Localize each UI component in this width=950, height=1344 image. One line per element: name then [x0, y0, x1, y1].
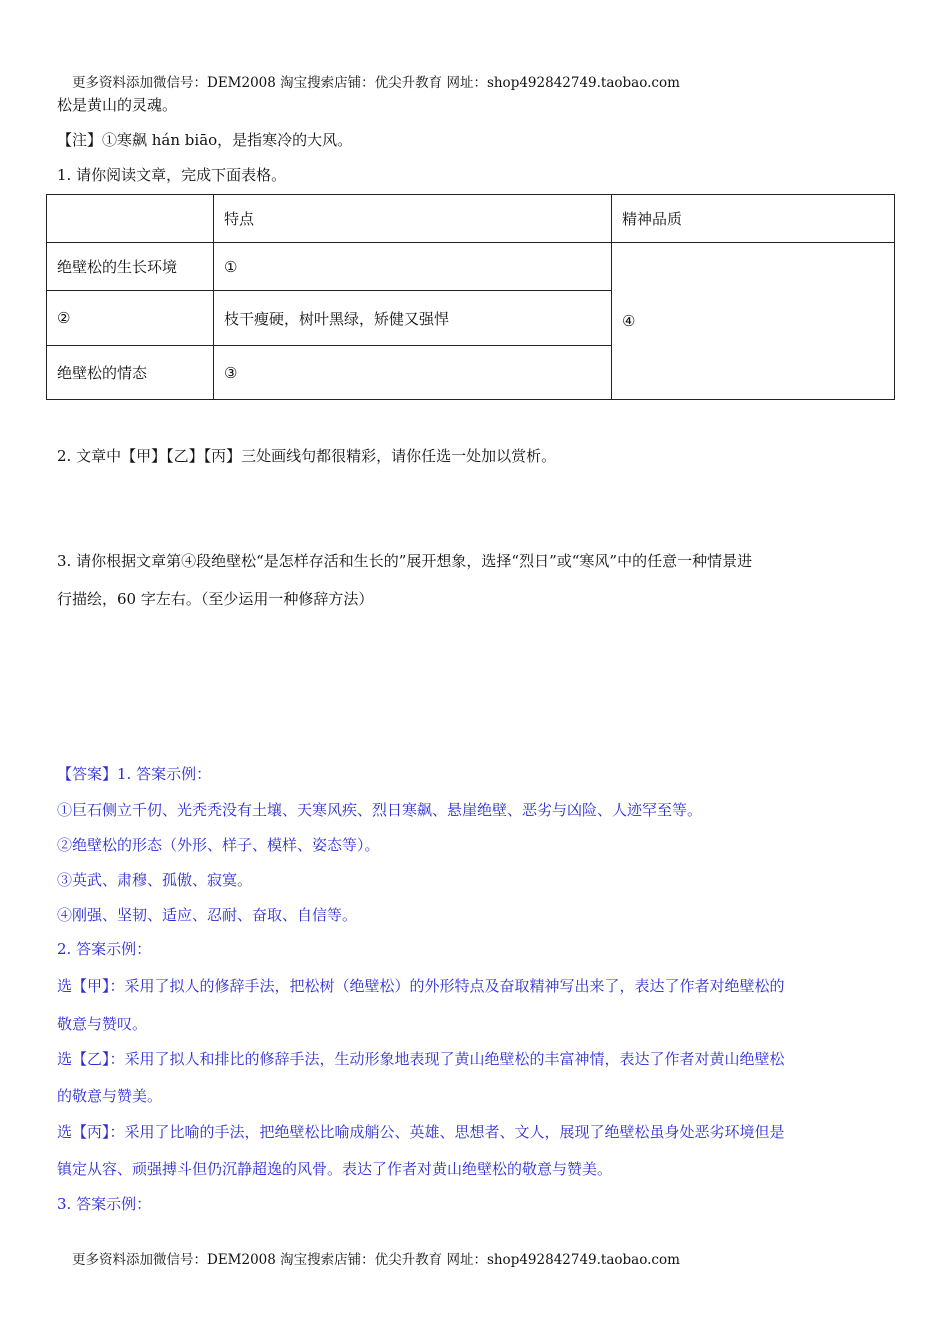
answer-1-line: ②绝壁松的形态（外形、样子、模样、姿态等）。: [57, 836, 380, 854]
question-3-line-1: 3. 请你根据文章第④段绝壁松“是怎样存活和生长的”展开想象，选择“烈日”或“寒风”中的任意一种情景进: [57, 552, 753, 570]
table-header-cell: 特点: [214, 195, 612, 243]
page-footer: 更多资料添加微信号：DEM2008 淘宝搜索店铺：优尖升教育 网址：shop492842749.taobao.com: [72, 1252, 680, 1268]
answer-1-line: ③英武、肃穆、孤傲、寂寞。: [57, 871, 253, 889]
quality-cell: ④: [612, 243, 895, 400]
answer-3-heading: 3. 答案示例：: [57, 1195, 152, 1213]
table-header-cell: 精神品质: [612, 195, 895, 243]
page-header: 更多资料添加微信号：DEM2008 淘宝搜索店铺：优尖升教育 网址：shop492842749.taobao.com: [72, 75, 680, 91]
answer-2-line: 敬意与赞叹。: [57, 1015, 148, 1033]
answer-1-line: ④刚强、坚韧、适应、忍耐、奋取、自信等。: [57, 906, 358, 924]
row-feature: 枝干瘦硬，树叶黑绿，矫健又强悍: [214, 291, 612, 346]
answer-2-line: 选【甲】：采用了拟人的修辞手法，把松树（绝壁松）的外形特点及奋取精神写出来了，表达了作者对绝壁松的: [57, 977, 785, 995]
answer-2-heading: 2. 答案示例：: [57, 940, 152, 958]
row-label: ②: [47, 291, 214, 346]
table-header-row: [47, 195, 895, 243]
question-1: 1. 请你阅读文章，完成下面表格。: [57, 166, 287, 184]
analysis-table: [46, 194, 895, 400]
answer-heading: 【答案】1. 答案示例：: [57, 765, 212, 783]
answer-2-line: 选【丙】：采用了比喻的手法，把绝壁松比喻成艄公、英雄、思想者、文人，展现了绝壁松虽身处恶劣环境但是: [57, 1123, 785, 1141]
table-header-cell: [47, 195, 214, 243]
answer-2-line: 选【乙】：采用了拟人和排比的修辞手法，生动形象地表现了黄山绝壁松的丰富神情，表达了作者对黄山绝壁松: [57, 1050, 785, 1068]
answer-2-line: 镇定从容、顽强搏斗但仍沉静超逸的风骨。表达了作者对黄山绝壁松的敬意与赞美。: [57, 1160, 613, 1178]
row-feature: ①: [214, 243, 612, 291]
answer-1-line: ①巨石侧立千仞、光秃秃没有土壤、天寒风疾、烈日寒飙、悬崖绝壁、恶劣与凶险、人迹罕至等。: [57, 801, 703, 819]
passage-tail: 松是黄山的灵魂。: [57, 96, 178, 114]
footnote: 【注】①寒飙 hán biāo，是指寒冷的大风。: [57, 131, 353, 149]
question-2: 2. 文章中【甲】【乙】【丙】三处画线句都很精彩，请你任选一处加以赏析。: [57, 447, 557, 465]
table-row: [47, 243, 895, 291]
question-3-line-2: 行描绘，60 字左右。（至少运用一种修辞方法）: [57, 590, 374, 608]
row-label: 绝壁松的生长环境: [47, 243, 214, 291]
answer-2-line: 的敬意与赞美。: [57, 1087, 163, 1105]
row-feature: ③: [214, 346, 612, 400]
row-label: 绝壁松的情态: [47, 346, 214, 400]
